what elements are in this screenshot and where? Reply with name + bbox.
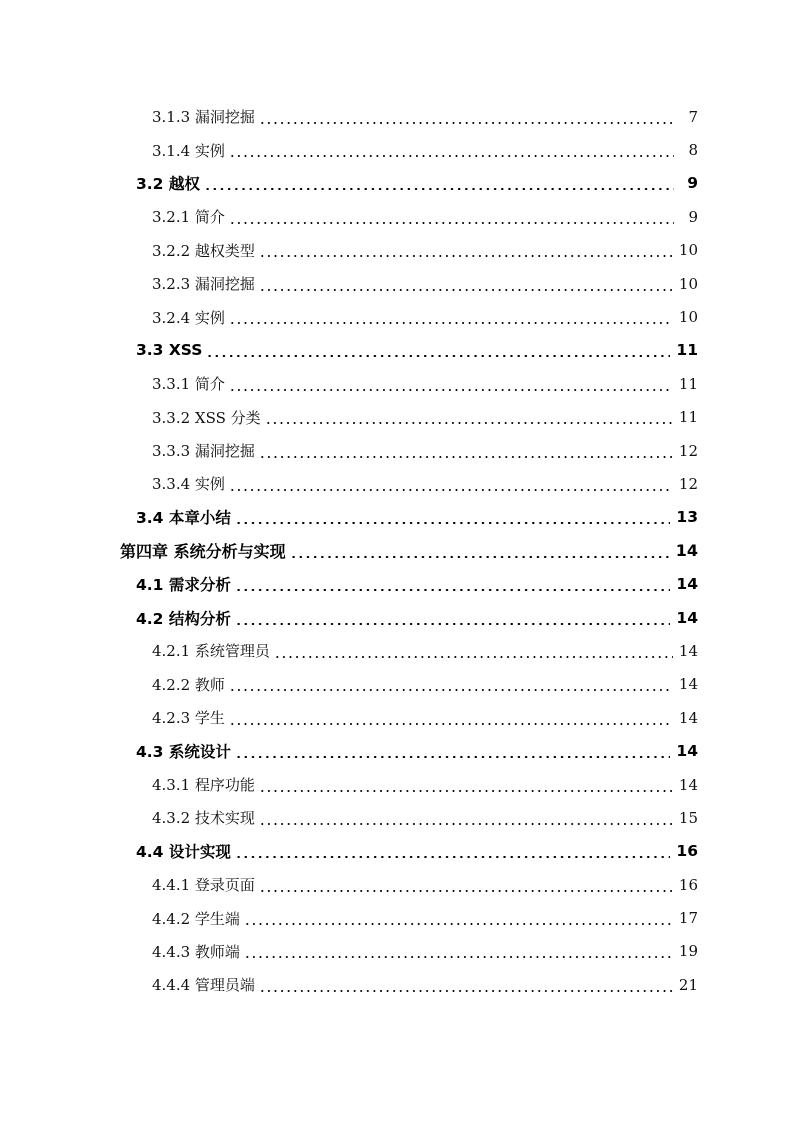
toc-entry-page-number: 12 bbox=[678, 441, 698, 460]
toc-entry-title: 4.4.1 登录页面 bbox=[152, 876, 255, 895]
toc-entry-level-3[interactable] bbox=[0, 200, 793, 233]
toc-entry-level-2[interactable] bbox=[0, 334, 793, 367]
dot-leader bbox=[229, 389, 673, 391]
toc-entry-level-3[interactable] bbox=[0, 367, 793, 400]
dot-leader bbox=[235, 589, 671, 591]
toc-entry-title: 3.3.4 实例 bbox=[152, 475, 225, 494]
toc-entry-level-3[interactable] bbox=[0, 868, 793, 901]
toc-entry-level-3[interactable] bbox=[0, 634, 793, 667]
toc-entry-page-number: 9 bbox=[688, 207, 698, 226]
toc-entry-level-1[interactable] bbox=[0, 534, 793, 567]
toc-entry-level-3[interactable] bbox=[0, 968, 793, 1001]
dot-leader bbox=[259, 255, 673, 257]
toc-entry-title: 第四章 系统分析与实现 bbox=[120, 542, 286, 562]
toc-entry-page-number: 14 bbox=[675, 541, 698, 561]
dot-leader bbox=[235, 756, 671, 758]
toc-entry-level-3[interactable] bbox=[0, 234, 793, 267]
toc-entry-title: 4.2.1 系统管理员 bbox=[152, 642, 270, 661]
dot-leader bbox=[235, 623, 671, 625]
dot-leader bbox=[259, 122, 674, 124]
dot-leader bbox=[259, 456, 673, 458]
toc-entry-title: 3.1.3 漏洞挖掘 bbox=[152, 108, 255, 127]
toc-entry-title: 3.2 越权 bbox=[136, 175, 200, 194]
toc-entry-title: 3.3 XSS bbox=[136, 341, 203, 360]
dot-leader bbox=[290, 556, 670, 558]
toc-entry-title: 3.2.2 越权类型 bbox=[152, 241, 255, 260]
toc-entry-title: 3.2.3 漏洞挖掘 bbox=[152, 275, 255, 294]
dot-leader bbox=[229, 689, 673, 691]
toc-entry-page-number: 15 bbox=[678, 808, 698, 827]
toc-entry-level-3[interactable] bbox=[0, 401, 793, 434]
toc-entry-level-3[interactable] bbox=[0, 801, 793, 834]
toc-entry-title: 4.4.2 学生端 bbox=[152, 909, 240, 928]
toc-entry-page-number: 8 bbox=[688, 141, 698, 160]
toc-entry-title: 3.2.1 简介 bbox=[152, 208, 225, 227]
dot-leader bbox=[204, 188, 674, 190]
toc-entry-page-number: 11 bbox=[676, 341, 698, 360]
toc-entry-level-3[interactable] bbox=[0, 300, 793, 333]
dot-leader bbox=[229, 489, 673, 491]
toc-entry-level-2[interactable] bbox=[0, 734, 793, 767]
toc-entry-title: 4.2.2 教师 bbox=[152, 675, 225, 694]
toc-entry-title: 3.4 本章小结 bbox=[136, 509, 231, 528]
toc-entry-level-3[interactable] bbox=[0, 935, 793, 968]
toc-entry-page-number: 14 bbox=[678, 641, 698, 660]
dot-leader bbox=[259, 990, 673, 992]
toc-entry-page-number: 10 bbox=[678, 241, 698, 260]
toc-entry-page-number: 14 bbox=[678, 675, 698, 694]
toc-entry-page-number: 14 bbox=[678, 775, 698, 794]
toc-entry-level-2[interactable] bbox=[0, 167, 793, 200]
toc-entry-title: 4.2.3 学生 bbox=[152, 709, 225, 728]
toc-entry-title: 3.3.1 简介 bbox=[152, 375, 225, 394]
toc-entry-level-2[interactable] bbox=[0, 835, 793, 868]
toc-entry-title: 4.4 设计实现 bbox=[136, 843, 231, 862]
toc-entry-level-2[interactable] bbox=[0, 501, 793, 534]
toc-entry-level-3[interactable] bbox=[0, 133, 793, 166]
toc-entry-page-number: 14 bbox=[676, 608, 698, 627]
dot-leader bbox=[229, 723, 673, 725]
toc-entry-page-number: 10 bbox=[678, 308, 698, 327]
toc-entry-level-3[interactable] bbox=[0, 100, 793, 133]
toc-entry-level-2[interactable] bbox=[0, 601, 793, 634]
toc-entry-level-3[interactable] bbox=[0, 901, 793, 934]
dot-leader bbox=[259, 890, 673, 892]
dot-leader bbox=[244, 956, 673, 958]
toc-entry-page-number: 14 bbox=[676, 575, 698, 594]
dot-leader bbox=[229, 155, 674, 157]
dot-leader bbox=[235, 522, 671, 524]
toc-entry-page-number: 14 bbox=[678, 708, 698, 727]
toc-entry-level-3[interactable] bbox=[0, 701, 793, 734]
toc-entry-page-number: 9 bbox=[687, 174, 698, 193]
dot-leader bbox=[265, 422, 673, 424]
toc-entry-page-number: 14 bbox=[676, 742, 698, 761]
toc-entry-level-2[interactable] bbox=[0, 567, 793, 600]
toc-entry-page-number: 21 bbox=[678, 975, 698, 994]
toc-entry-title: 3.3.2 XSS 分类 bbox=[152, 408, 261, 427]
toc-entry-page-number: 16 bbox=[678, 875, 698, 894]
toc-entry-title: 3.1.4 实例 bbox=[152, 141, 225, 160]
toc-entry-level-3[interactable] bbox=[0, 434, 793, 467]
toc-entry-level-3[interactable] bbox=[0, 768, 793, 801]
toc-entry-title: 4.1 需求分析 bbox=[136, 576, 231, 595]
toc-entry-title: 3.2.4 实例 bbox=[152, 308, 225, 327]
toc-entry-page-number: 19 bbox=[678, 942, 698, 961]
table-of-contents bbox=[0, 100, 793, 1002]
toc-entry-page-number: 13 bbox=[676, 508, 698, 527]
toc-entry-title: 3.3.3 漏洞挖掘 bbox=[152, 442, 255, 461]
toc-entry-page-number: 16 bbox=[676, 842, 698, 861]
toc-entry-title: 4.3.2 技术实现 bbox=[152, 809, 255, 828]
toc-entry-page-number: 7 bbox=[688, 107, 698, 126]
dot-leader bbox=[206, 355, 670, 357]
dot-leader bbox=[229, 222, 674, 224]
toc-entry-page-number: 17 bbox=[678, 909, 698, 928]
toc-entry-title: 4.3 系统设计 bbox=[136, 743, 231, 762]
toc-entry-title: 4.2 结构分析 bbox=[136, 609, 231, 628]
toc-entry-level-3[interactable] bbox=[0, 467, 793, 500]
dot-leader bbox=[274, 656, 673, 658]
dot-leader bbox=[259, 823, 673, 825]
dot-leader bbox=[229, 322, 673, 324]
toc-entry-title: 4.4.4 管理员端 bbox=[152, 976, 255, 995]
toc-entry-level-3[interactable] bbox=[0, 668, 793, 701]
toc-entry-title: 4.3.1 程序功能 bbox=[152, 776, 255, 794]
dot-leader bbox=[259, 289, 673, 291]
toc-entry-title: 4.4.3 教师端 bbox=[152, 942, 240, 961]
toc-entry-page-number: 12 bbox=[678, 474, 698, 493]
dot-leader bbox=[259, 790, 673, 792]
dot-leader bbox=[244, 923, 673, 925]
toc-entry-page-number: 10 bbox=[678, 274, 698, 293]
dot-leader bbox=[235, 856, 671, 858]
toc-entry-page-number: 11 bbox=[678, 408, 698, 427]
toc-entry-page-number: 11 bbox=[678, 374, 698, 393]
toc-entry-level-3[interactable] bbox=[0, 267, 793, 300]
